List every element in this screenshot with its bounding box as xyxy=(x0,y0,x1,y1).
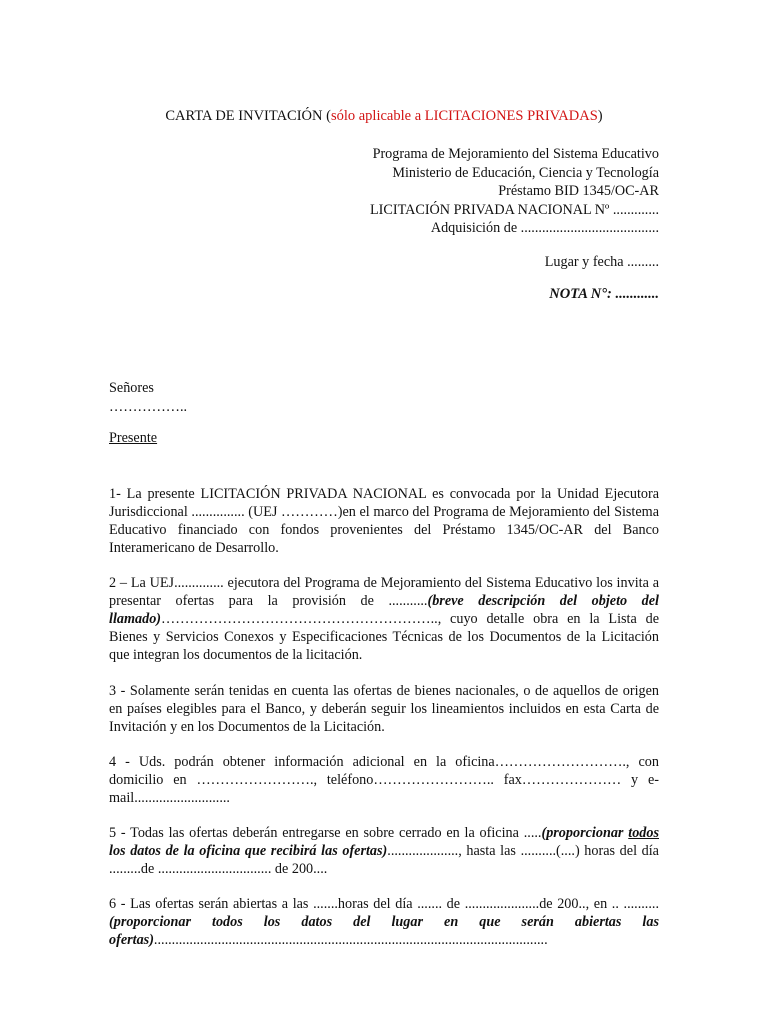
paragraph-2-text-a: 2 – La UEJ.............. ejecutora del Programa de Mejoramiento del Sistema Educativo los invita a presentar ofertas para la provisión de ........... xyxy=(109,575,659,609)
addressee-dots: …………….. xyxy=(109,398,188,415)
paragraph-6-text-b: ............................................................................................................... xyxy=(153,931,548,948)
paragraph-5-text-b: ...................., hasta las ..........(....) horas del día .........de ................................ de 200.... xyxy=(109,842,659,877)
addressee-block xyxy=(109,379,187,416)
paragraph-5-text-a: 5 - Todas las ofertas deberán entregarse en sobre cerrado en la oficina ..... xyxy=(109,825,542,841)
title-suffix: ) xyxy=(597,108,603,124)
paragraph-5-bold-1: (proporcionar xyxy=(541,825,629,841)
paragraph-5-bold-underlined: todos xyxy=(628,825,659,841)
paragraph-3: 3 - Solamente serán tenidas en cuenta las ofertas de bienes nacionales, o de aquellos de origen en países elegibles para el Banco, y deberán seguir los lineamientos incluidos en esta Carta de Invitación y en los Documentos de la Licitación. xyxy=(109,683,659,735)
title-prefix: CARTA DE INVITACIÓN ( xyxy=(165,108,331,124)
place-and-date: Lugar y fecha ......... xyxy=(544,254,659,270)
addressee-label: Señores xyxy=(109,380,154,396)
paragraph-2 xyxy=(109,575,659,665)
presente-label: Presente xyxy=(109,430,158,446)
header-block xyxy=(370,145,659,238)
header-line-ministry: Ministerio de Educación, Ciencia y Tecnología xyxy=(392,164,659,181)
title-red-note: sólo aplicable a LICITACIONES PRIVADAS xyxy=(330,108,598,124)
paragraph-4: 4 - Uds. podrán obtener información adicional en la oficina………………………., con domicilio en ……………………., teléfono…………………….. fax………………… y e-mail........................... xyxy=(109,754,659,806)
note-number: NOTA N°: ............ xyxy=(549,286,659,302)
paragraph-5-bold-2: los datos de la oficina que recibirá las ofertas) xyxy=(109,842,388,859)
header-line-acquisition: Adquisición de ....................................... xyxy=(430,220,659,237)
document-title xyxy=(0,108,768,125)
header-line-tender: LICITACIÓN PRIVADA NACIONAL Nº ............. xyxy=(370,201,659,218)
header-line-loan: Préstamo BID 1345/OC-AR xyxy=(498,183,659,200)
paragraph-6-text-a: 6 - Las ofertas serán abiertas a las .......horas del día ....... de .....................de 200.., en .. .......... xyxy=(109,896,659,912)
paragraph-2-text-b: ………………………………………………….., cuyo detalle obra en la Lista de Bienes y Servicios Conexos y Especificaciones Técnicas de los Documentos de la Licitación que integran los documentos de la licitación. xyxy=(109,610,659,663)
paragraph-6 xyxy=(109,896,659,950)
paragraph-5 xyxy=(109,825,659,879)
paragraph-2-bold: (breve descripción del objeto del llamado) xyxy=(109,592,659,627)
paragraph-1: 1- La presente LICITACIÓN PRIVADA NACIONAL es convocada por la Unidad Ejecutora Jurisdiccional ............... (UEJ …………)en el marco del Programa de Mejoramiento del Sistema Educativo financiado con fondos provenientes del Préstamo 1345/OC-AR del Banco Interamericano de Desarrollo. xyxy=(109,486,659,556)
header-line-program: Programa de Mejoramiento del Sistema Educativo xyxy=(372,146,659,162)
paragraph-6-bold: (proporcionar todos los datos del lugar en que serán abiertas las ofertas) xyxy=(109,913,659,948)
